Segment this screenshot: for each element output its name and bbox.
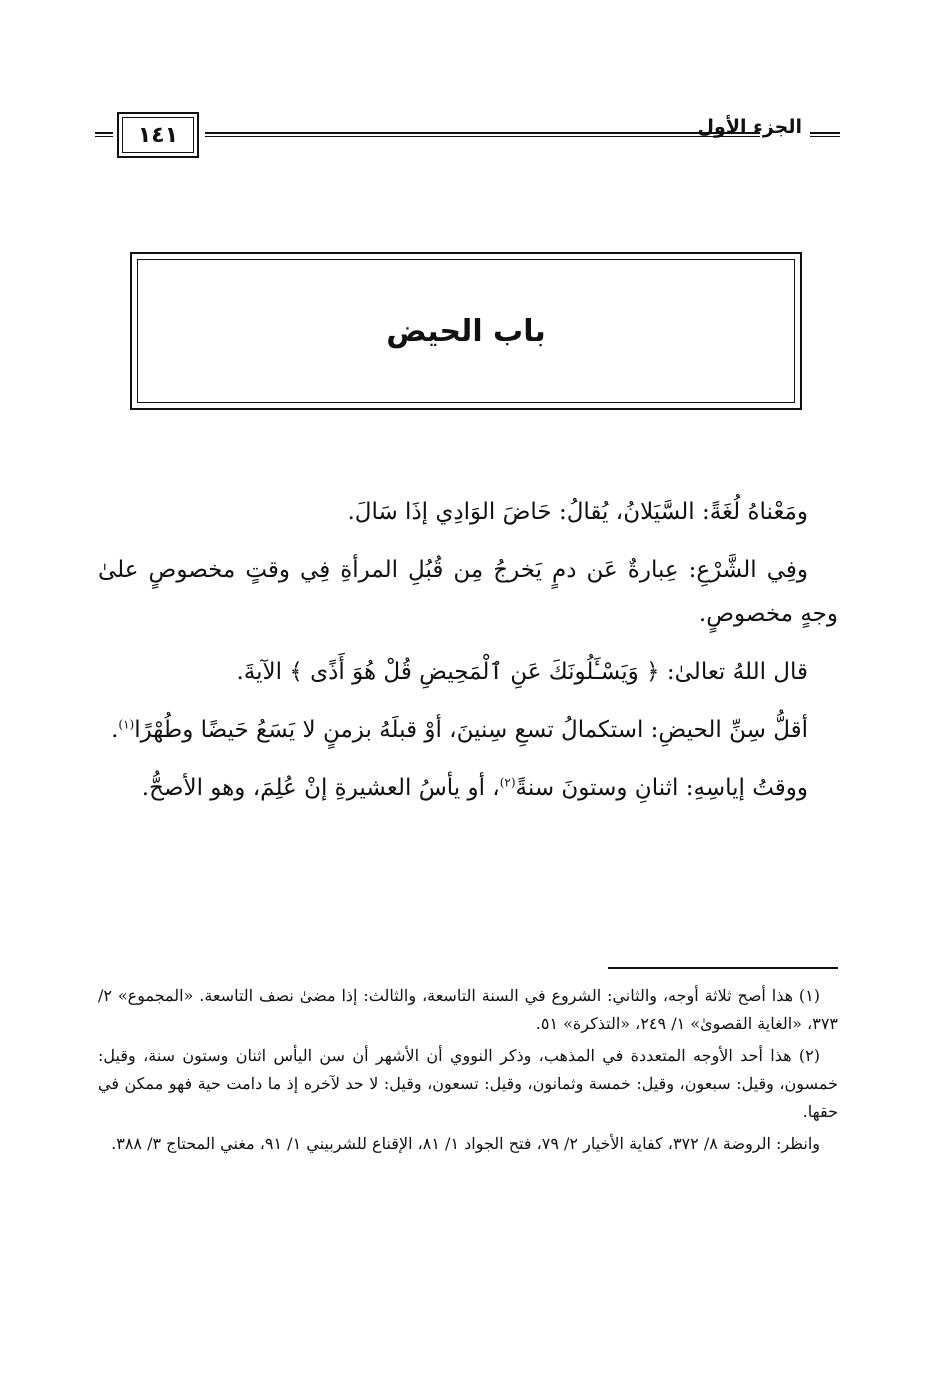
footnote-2-references: وانظر: الروضة ٨/ ٣٧٢، كفاية الأخيار ٢/ ٧٩، فتح الجواد ١/ ٨١، الإقناع للشربيني ١/ ٩١، مغني المحتاج ٣/ ٣٨٨. xyxy=(111,1134,820,1153)
chapter-title: باب الحيض xyxy=(386,313,546,349)
paragraph-minimum-age xyxy=(98,708,838,752)
page-header xyxy=(95,110,840,162)
chapter-title-inner-frame xyxy=(137,259,795,403)
footnote-separator xyxy=(608,967,838,969)
footnote-1: (١) هذا أصح ثلاثة أوجه، والثاني: الشروع في السنة التاسعة، والثالث: إذا مضىٰ نصف التاسعة. «المجموع» ٢/ ٣٧٣، «الغاية القصوىٰ» ١/ ٢٤٩، «التذكرة» ٥١. xyxy=(98,986,838,1033)
header-rule-left xyxy=(95,132,113,137)
paragraph-minimum-age-end: . xyxy=(111,717,119,743)
footnote-ref-2[interactable]: (٢) xyxy=(499,775,516,790)
paragraph-menopause-text-a: ووقتُ إياسِهِ: اثنانِ وستونَ سنةً xyxy=(515,775,808,801)
chapter-title-frame xyxy=(130,252,802,410)
footnote-2: (٢) هذا أحد الأوجه المتعددة في المذهب، وذكر النووي أن الأشهر أن سن اليأس اثنان وستون سنة، وقيل: خمسون، وقيل: سبعون، وقيل: خمسة وثمانون، وقيل: تسعون، وقيل: لا حد لآخره إذ ما دامت حية فهو ممكن في حقها. xyxy=(98,1046,838,1121)
paragraph-definition-sharia: وفِي الشَّرْعِ: عِبارةٌ عَن دمٍ يَخرجُ مِن قُبُلِ المرأةِ فِي وقتٍ مخصوصٍ علىٰ وجهٍ مخصوصٍ. xyxy=(98,557,838,627)
page-number: ١٤١ xyxy=(122,117,194,153)
paragraph-minimum-age-text: أقلُّ سِنِّ الحيضِ: استكمالُ تسعِ سِنينَ، أوْ قبلَهُ بزمنٍ لا يَسَعُ حَيضًا وطُهْرًا xyxy=(134,717,808,743)
page-number-frame xyxy=(117,112,199,158)
paragraph-quran-verse: قال اللهُ تعالىٰ: ﴿ وَيَسْـَٔلُونَكَ عَنِ ٱلْمَحِيضِ قُلْ هُوَ أَذًى ﴾ الآيةَ. xyxy=(236,659,808,685)
footnotes xyxy=(98,982,838,1162)
header-rule xyxy=(205,132,760,137)
paragraph-menopause xyxy=(98,766,838,810)
main-text xyxy=(98,490,838,824)
running-title: الجزء الأول xyxy=(697,116,802,138)
header-rule-right xyxy=(810,132,840,137)
footnote-ref-1[interactable]: (١) xyxy=(118,717,135,732)
paragraph-definition-language: ومَعْناهُ لُغَةً: السَّيَلانُ، يُقالُ: حَاضَ الوَادِي إذَا سَالَ. xyxy=(347,499,808,525)
paragraph-menopause-text-b: ، أو يأسُ العشيرةِ إنْ عُلِمَ، وهو الأصحُّ. xyxy=(141,775,500,801)
